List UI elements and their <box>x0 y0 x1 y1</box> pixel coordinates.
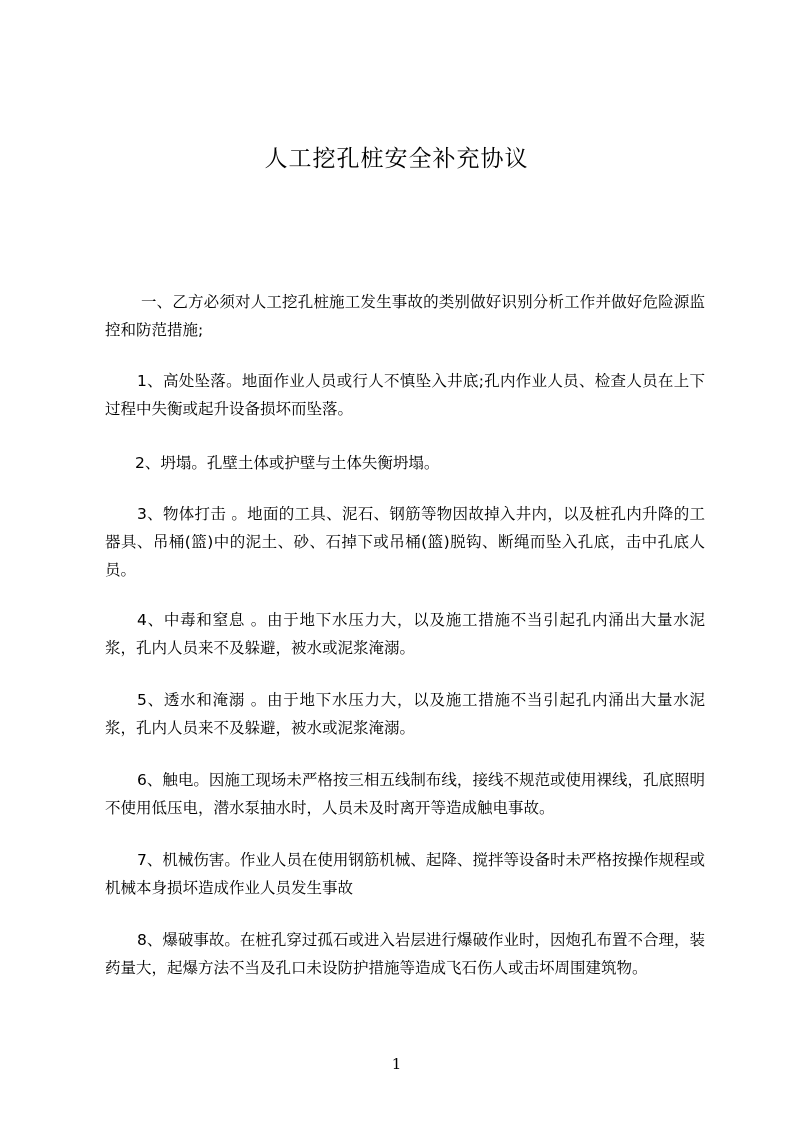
item-6-electric-shock: 6、触电。因施工现场未严格按三相五线制布线，接线不规范或使用裸线，孔底照明不使用低压电，潜水泵抽水时，人员未及时离开等造成触电事故。 <box>105 771 705 817</box>
document-title: 人工挖孔桩安全补充协议 <box>264 146 529 172</box>
section-one-intro: 一、乙方必须对人工挖孔桩施工发生事故的类别做好识别分析工作并做好危险源监控和防范措施; <box>105 293 705 339</box>
item-5-flooding-drowning: 5、透水和淹溺 。由于地下水压力大，以及施工措施不当引起孔内涌出大量水泥浆，孔内人员来不及躲避，被水或泥浆淹溺。 <box>105 691 705 737</box>
page-number: 1 <box>391 1055 402 1073</box>
item-2-collapse: 2、坍塌。孔壁土体或护壁与土体失衡坍塌。 <box>135 454 440 472</box>
item-1-fall-from-height: 1、高处坠落。地面作业人员或行人不慎坠入井底;孔内作业人员、检查人员在上下过程中失衡或起升设备损坏而坠落。 <box>105 372 705 418</box>
item-8-blasting-accident: 8、爆破事故。在桩孔穿过孤石或进入岩层进行爆破作业时，因炮孔布置不合理，装药量大，起爆方法不当及孔口未设防护措施等造成飞石伤人或击坏周围建筑物。 <box>105 931 705 977</box>
item-7-mechanical-injury: 7、机械伤害。作业人员在使用钢筋机械、起降、搅拌等设备时未严格按操作规程或机械本身损坏造成作业人员发生事故 <box>105 851 705 897</box>
item-4-poisoning-suffocation: 4、中毒和窒息 。由于地下水压力大，以及施工措施不当引起孔内涌出大量水泥浆，孔内人员来不及躲避，被水或泥浆淹溺。 <box>105 611 705 657</box>
item-3-object-strike: 3、物体打击 。地面的工具、泥石、钢筋等物因故掉入井内，以及桩孔内升降的工器具、吊桶(篮)中的泥土、砂、石掉下或吊桶(篮)脱钩、断绳而坠入孔底，击中孔底人员。 <box>105 505 705 579</box>
